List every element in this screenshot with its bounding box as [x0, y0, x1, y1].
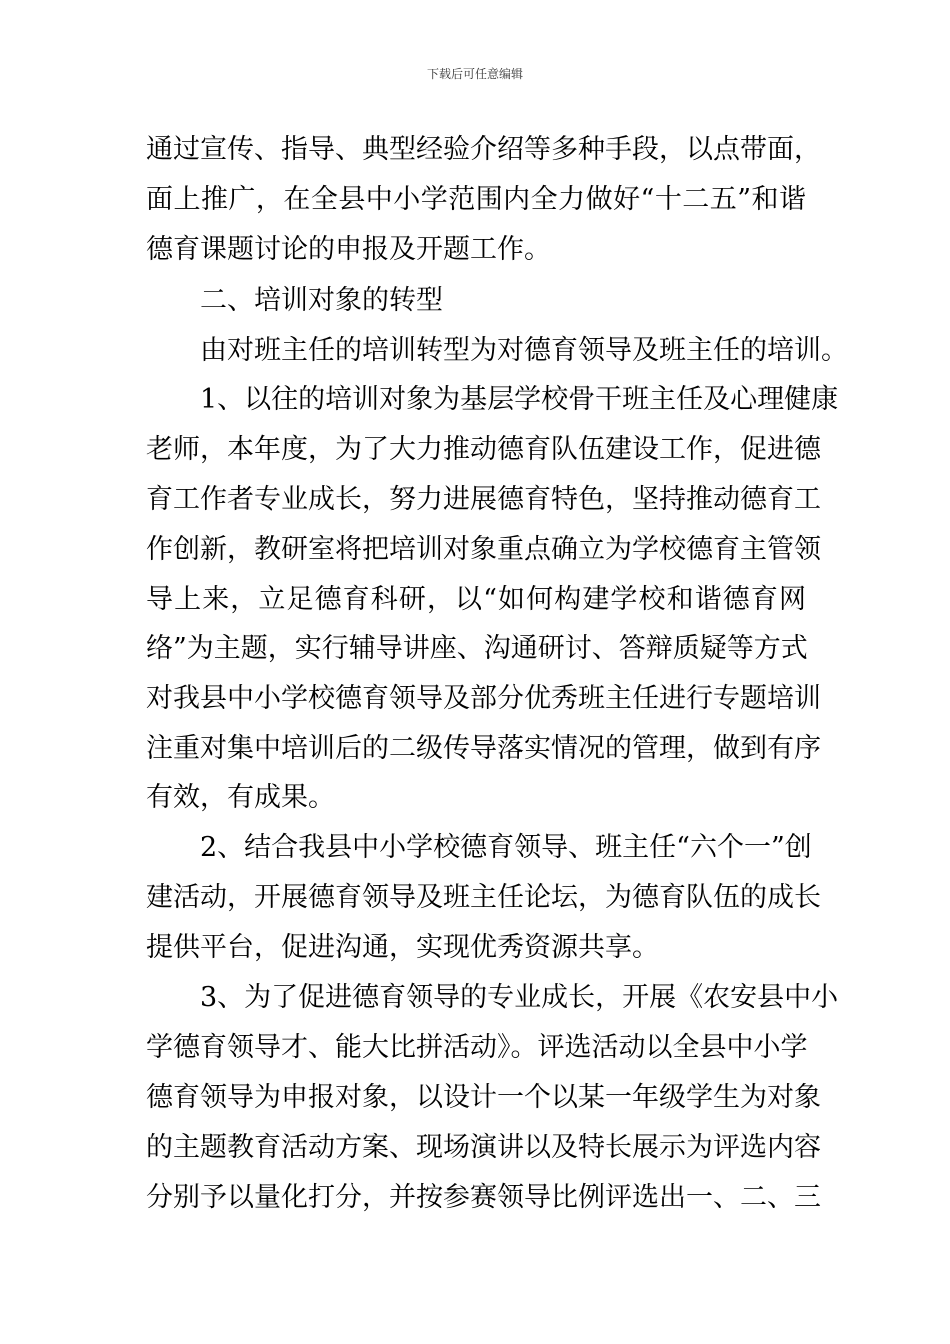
text-line-19: 学德育领导才、能大比拼活动》。评选活动以全县中小学: [146, 1032, 808, 1063]
text-line-22: 分别予以量化打分，并按参赛领导比例评选出一、二、三: [146, 1182, 821, 1213]
text-line-20: 德育领导为申报对象，以设计一个以某一年级学生为对象: [146, 1082, 821, 1113]
text-line-11: 络”为主题，实行辅导讲座、沟通研讨、答辩质疑等方式: [146, 633, 808, 664]
text-line-8: 育工作者专业成长，努力进展德育特色，坚持推动德育工: [146, 484, 821, 515]
text-line-14: 有效，有成果。: [146, 782, 335, 813]
text-line-5: 由对班主任的培训转型为对德育领导及班主任的培训。: [200, 335, 848, 366]
text-line-21: 的主题教育活动方案、现场演讲以及特长展示为评选内容: [146, 1132, 821, 1163]
text-line-2: 面上推广，在全县中小学范围内全力做好“十二五”和谐: [146, 184, 806, 215]
text-line-13: 注重对集中培训后的二级传导落实情况的管理，做到有序: [146, 733, 821, 764]
text-line-1: 通过宣传、指导、典型经验介绍等多种手段，以点带面，: [146, 134, 821, 165]
text-line-10: 导上来，立足德育科研，以“如何构建学校和谐德育网: [146, 584, 806, 615]
text-line-6: 1、以往的培训对象为基层学校骨干班主任及心理健康: [200, 384, 839, 415]
text-line-9: 作创新，教研室将把培训对象重点确立为学校德育主管领: [146, 534, 821, 565]
text-line-3: 德育课题讨论的申报及开题工作。: [146, 234, 551, 265]
text-line-12: 对我县中小学校德育领导及部分优秀班主任进行专题培训: [146, 683, 821, 714]
section-heading: 二、培训对象的转型: [200, 285, 443, 316]
text-line-18: 3、为了促进德育领导的专业成长，开展《农安县中小: [200, 982, 839, 1013]
text-line-15: 2、结合我县中小学校德育领导、班主任“六个一”创: [200, 832, 812, 863]
page-header: 下载后可任意编辑: [426, 67, 523, 81]
text-line-7: 老师，本年度，为了大力推动德育队伍建设工作，促进德: [146, 434, 821, 465]
text-line-16: 建活动，开展德育领导及班主任论坛，为德育队伍的成长: [146, 882, 821, 913]
text-line-17: 提供平台，促进沟通，实现优秀资源共享。: [146, 932, 659, 963]
